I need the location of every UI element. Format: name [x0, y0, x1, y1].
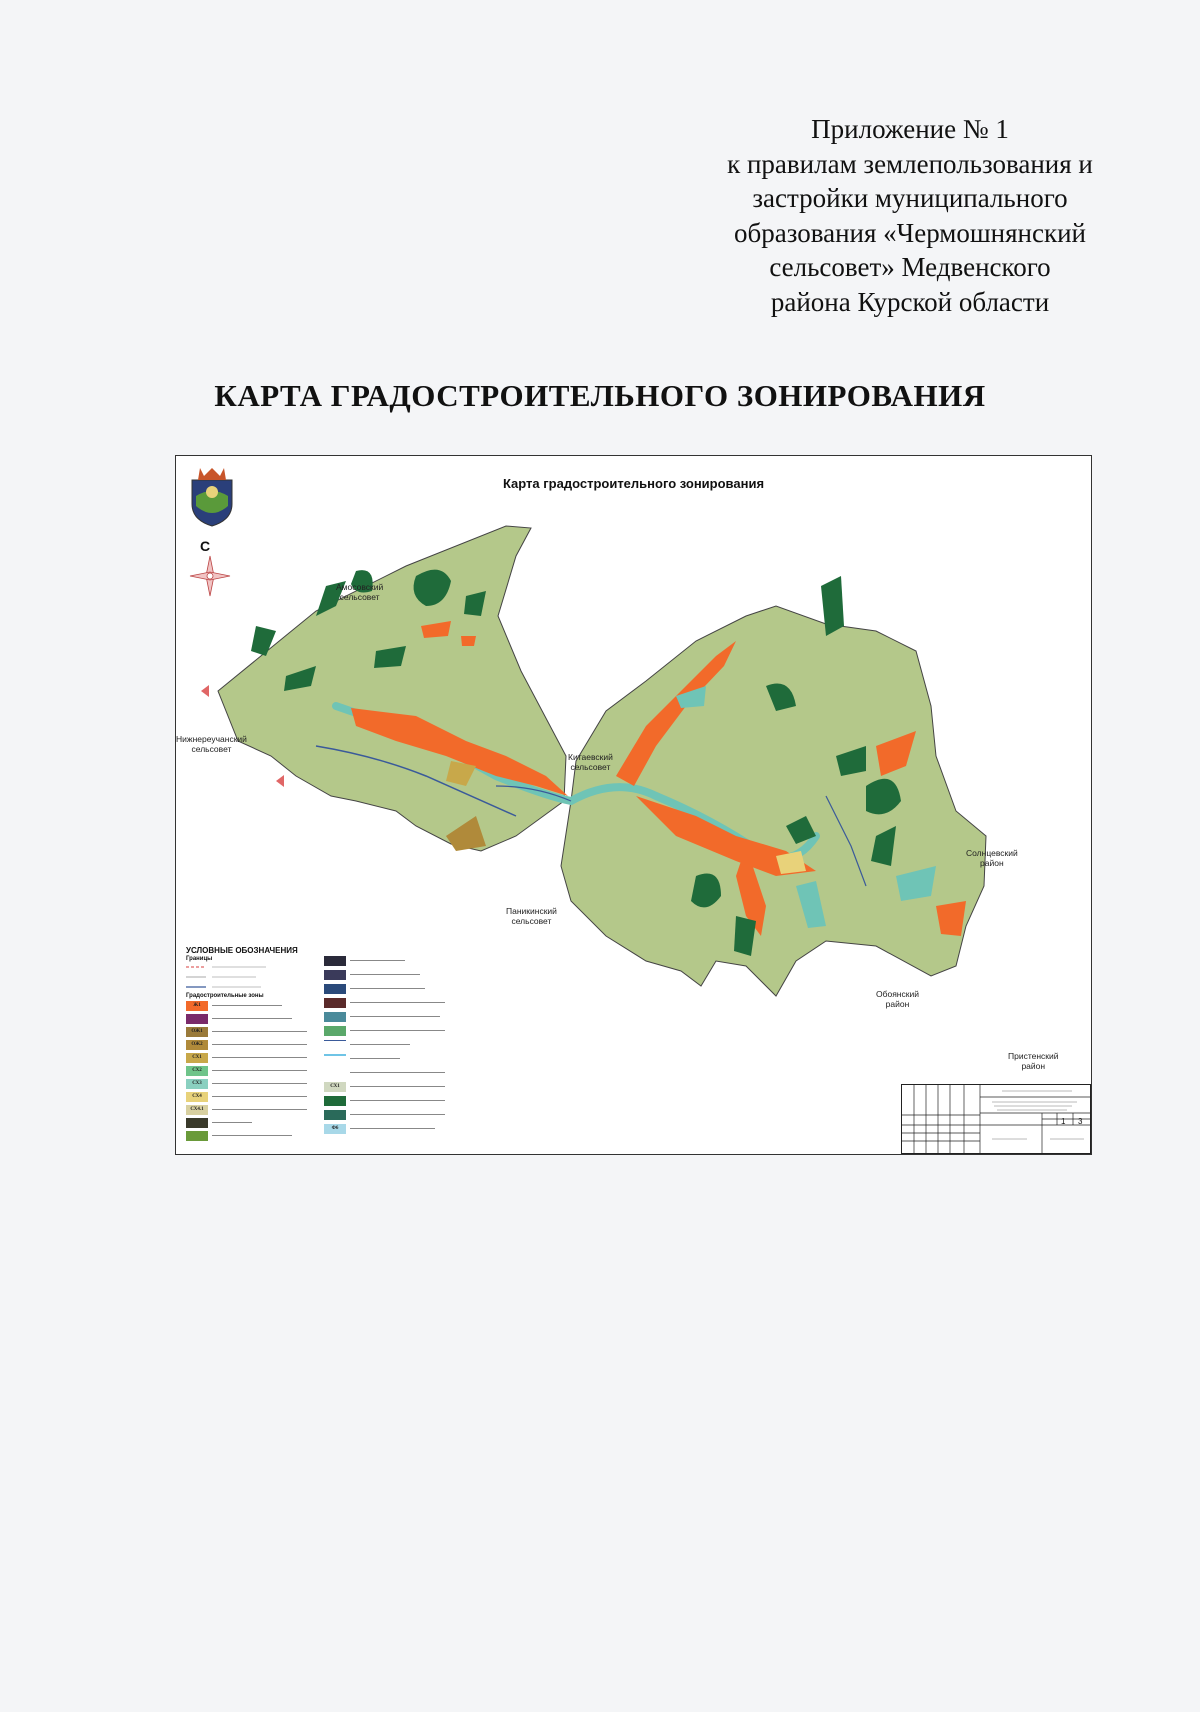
territory-east — [561, 606, 986, 996]
legend-swatch: СХ1 — [186, 1053, 208, 1063]
legend-swatch: Ж1 — [186, 1001, 208, 1011]
legend-title: УСЛОВНЫЕ ОБОЗНАЧЕНИЯ — [186, 946, 298, 955]
legend-swatch — [324, 1026, 346, 1036]
legend-swatch — [324, 1040, 346, 1051]
legend-item — [324, 1026, 464, 1038]
legend-item — [324, 1068, 464, 1080]
stamp-sheet-count: 3 — [1078, 1117, 1083, 1126]
legend-borders-label: Границы — [186, 956, 213, 962]
territory-west — [218, 526, 566, 851]
appendix-line: Приложение № 1 — [811, 114, 1009, 144]
legend-item — [324, 956, 464, 968]
legend-swatch — [324, 970, 346, 980]
legend-item — [186, 1040, 316, 1052]
appendix-line: района Курской области — [770, 286, 1050, 317]
zoning-map-frame — [175, 455, 1092, 1155]
legend-item — [324, 984, 464, 996]
appendix-line: сельсовет» Медвенского — [769, 252, 1051, 282]
legend-item — [186, 1092, 316, 1104]
legend-item — [186, 1079, 316, 1091]
map-title: Карта градостроительного зонирования — [502, 476, 765, 491]
legend-item — [186, 1105, 316, 1117]
neighbor-label-panikinsky: Паникинский сельсовет — [506, 906, 557, 926]
legend-swatch — [186, 1118, 208, 1128]
legend-item — [186, 1118, 316, 1130]
legend-swatch — [186, 1014, 208, 1024]
stamp-sheet-number: 1 — [1061, 1117, 1066, 1126]
legend-swatch: СХ4.1 — [186, 1105, 208, 1115]
legend-item — [324, 1124, 464, 1136]
legend-border-lines — [186, 962, 286, 992]
neighbor-label-nizhnereuchansky: Нижнереучанский сельсовет — [176, 734, 247, 754]
legend-swatch — [324, 1096, 346, 1106]
legend-swatch — [324, 984, 346, 994]
legend-swatch — [324, 1012, 346, 1022]
legend-item — [324, 1110, 464, 1122]
legend-item — [186, 1014, 316, 1026]
legend-swatch: ОЖ2 — [186, 1040, 208, 1050]
legend-swatch — [324, 998, 346, 1008]
settlement-zone — [461, 636, 476, 646]
legend-swatch: СХ3 — [186, 1079, 208, 1089]
legend-swatch: Ф6 — [324, 1124, 346, 1134]
neighbor-label-kitaevsky: Китаевский сельсовет — [568, 752, 613, 772]
legend-item — [186, 1027, 316, 1039]
neighbor-label-oboyansky: Обоянский район — [876, 989, 919, 1009]
legend-swatch: ОЖ1 — [186, 1027, 208, 1037]
title-block-stamp — [901, 1084, 1091, 1154]
legend-item — [324, 998, 464, 1010]
legend-item — [186, 1131, 316, 1143]
compass-north-letter: С — [200, 538, 211, 554]
legend-left-column — [186, 1001, 316, 1151]
legend-swatch — [324, 956, 346, 966]
legend-item — [324, 1012, 464, 1024]
settlement-zone — [936, 901, 966, 936]
legend-swatch — [324, 1054, 346, 1066]
neighbor-label-solntsevsky: Солнцевский район — [966, 848, 1018, 868]
legend-item — [324, 970, 464, 982]
legend-swatch — [324, 1068, 346, 1078]
appendix-header — [700, 112, 1120, 319]
neighbor-label-pristensky: Пристенский район — [1008, 1051, 1059, 1071]
legend-swatch — [186, 1131, 208, 1141]
legend-item — [186, 1053, 316, 1065]
neighbor-label-amosovsky: Амосовский сельсовет — [336, 582, 384, 602]
legend-swatch: СХ2 — [186, 1066, 208, 1076]
legend-right-column — [324, 956, 464, 1151]
appendix-line: застройки муниципального — [752, 183, 1068, 213]
legend-item — [186, 1001, 316, 1013]
map-legend — [186, 946, 298, 999]
legend-swatch: СХ4 — [186, 1092, 208, 1102]
legend-item — [186, 1066, 316, 1078]
legend-swatch — [324, 1110, 346, 1120]
document-title: КАРТА ГРАДОСТРОИТЕЛЬНОГО ЗОНИРОВАНИЯ — [214, 378, 986, 413]
legend-swatch: СХ1 — [324, 1082, 346, 1092]
legend-item — [324, 1054, 464, 1066]
legend-item — [324, 1082, 464, 1094]
legend-item — [324, 1040, 464, 1052]
legend-zones-label: Градостроительные зоны — [186, 993, 264, 999]
appendix-line: к правилам землепользования и — [727, 148, 1093, 179]
appendix-line: образования «Чермошнянский — [734, 217, 1086, 248]
legend-item — [324, 1096, 464, 1108]
